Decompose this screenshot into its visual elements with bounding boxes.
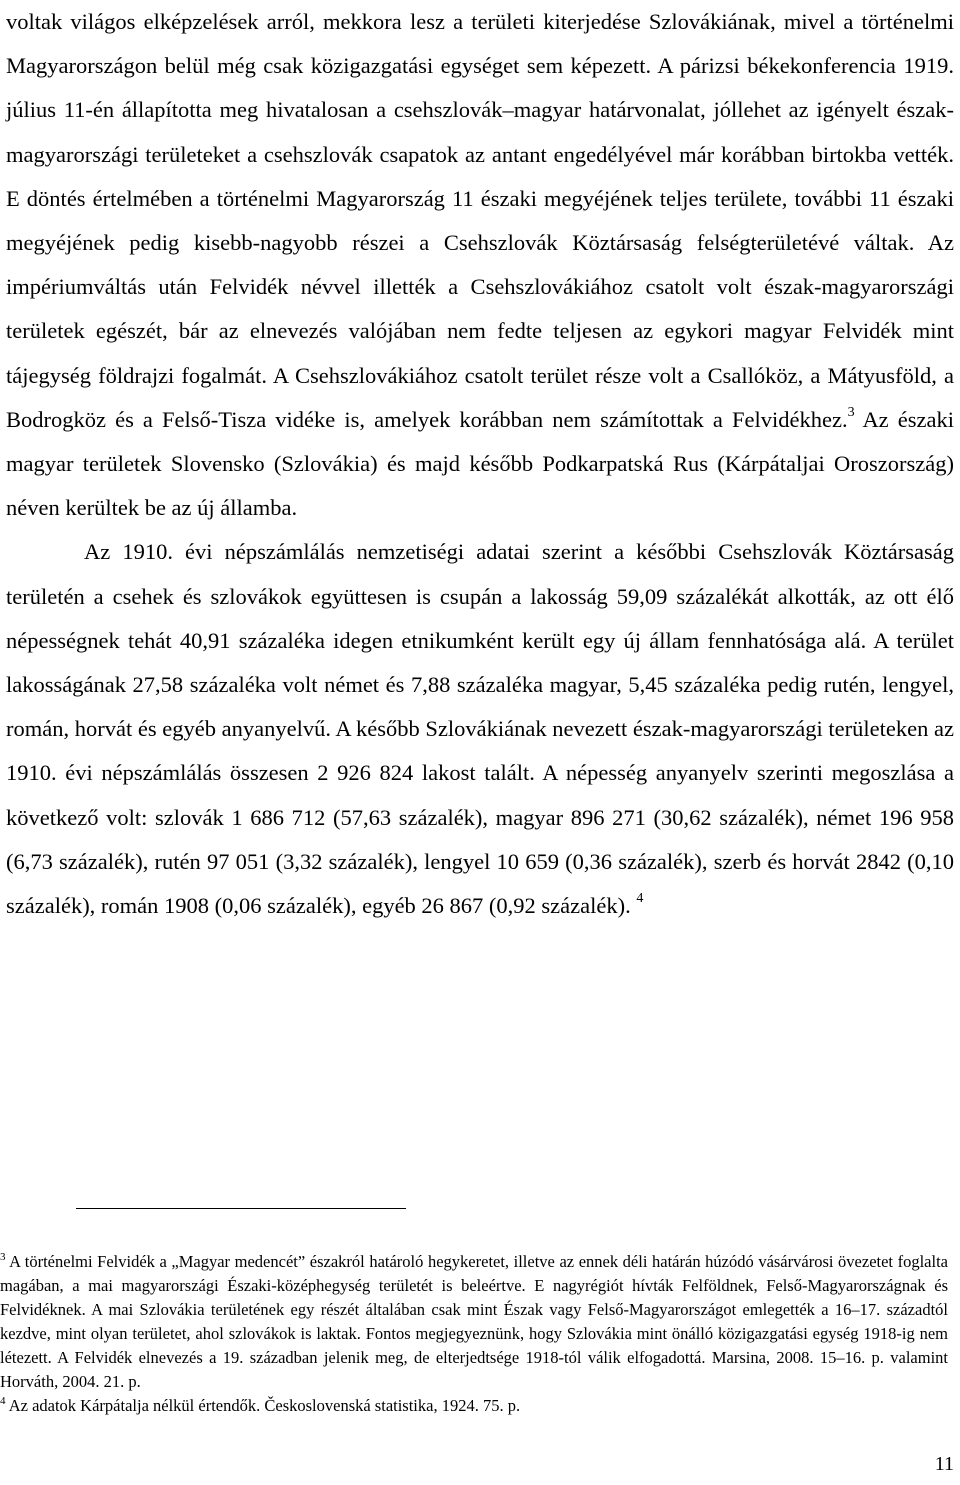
page-number: 11 (934, 1453, 954, 1475)
body-text (6, 0, 954, 928)
footnote-separator (76, 1208, 406, 1209)
paragraph-1-text-a: voltak világos elképzelések arról, mekkora lesz a területi kiterjedése Szlovákiának, mivel a történelmi Magyarországon belül még csak közigazgatási egységet sem képezett. A párizsi békekonferencia 1919. július 11-én állapította meg hivatalosan a csehszlovák–magyar határvonalat, jóllehet az igényelt észak-magyarországi területeket a csehszlovák csapatok az antant engedélyével már korábban birtokba vették. E döntés értelmében a történelmi Magyarország 11 északi megyéjének teljes területe, további 11 északi megyéjének pedig kisebb-nagyobb részei a Csehszlovák Köztársaság felségterületévé váltak. Az impériumváltás után Felvidék névvel illették a Csehszlovákiához csatolt volt észak-magyarországi területek egészét, bár az elnevezés valójában nem fedte teljesen az egykori magyar Felvidék mint tájegység földrajzi fogalmát. A Csehszlovákiához csatolt terület része volt a Csallóköz, a Mátyusföld, a Bodrogköz és a Felső-Tisza vidéke is, amelyek korábban nem számítottak a Felvidékhez. (6, 9, 954, 432)
footnote-4-marker: 4 (0, 1395, 6, 1407)
footnote-3-text: A történelmi Felvidék a „Magyar medencét” északról határoló hegykeretet, illetve az ennek déli határán húzódó vásárvárosi övezetet foglalta magában, a mai magyarországi Északi-középhegység területét is beleértve. E nagyrégiót hívták Felföldnek, Felső-Magyarországnak és Felvidéknek. A mai Szlovákia területének egy részét általában csak mint Észak vagy Felső-Magyarországot emlegették a 16–17. századtól kezdve, mint olyan területet, ahol szlovákok is laktak. Fontos megjegyeznünk, hogy Szlovákia mint önálló közigazgatási egység 1918-ig nem létezett. A Felvidék elnevezés a 19. században jelenik meg, de elterjedtsége 1918-tól válik elfogadottá. Marsina, 2008. 15–16. p. valamint Horváth, 2004. 21. p. (0, 1252, 948, 1391)
footnote-ref-4: 4 (636, 891, 644, 907)
paragraph-2-text: Az 1910. évi népszámlálás nemzetiségi adatai szerint a későbbi Csehszlovák Köztársaság területén a csehek és szlovákok együttesen is csupán a lakosság 59,09 százalékát alkották, az ott élő népességnek tehát 40,91 százaléka idegen etnikumként került egy új állam fennhatósága alá. A terület lakosságának 27,58 százaléka volt német és 7,88 százaléka magyar, 5,45 százaléka pedig rutén, lengyel, román, horvát és egyéb anyanyelvű. A később Szlovákiának nevezett észak-magyarországi területeken az 1910. évi népszámlálás összesen 2 926 824 lakost talált. A népesség anyanyelv szerinti megoszlása a következő volt: szlovák 1 686 712 (57,63 százalék), magyar 896 271 (30,62 százalék), német 196 958 (6,73 százalék), rutén 97 051 (3,32 százalék), lengyel 10 659 (0,36 százalék), szerb és horvát 2842 (0,10 százalék), román 1908 (0,06 százalék), egyéb 26 867 (0,92 százalék). (6, 539, 954, 919)
document-page (6, 0, 954, 928)
footnote-3 (0, 1250, 948, 1394)
paragraph-2 (6, 530, 954, 928)
paragraph-1-text-b: Az északi magyar területek Slovensko (Szlovákia) és majd később Podkarpatská Rus (Kárpátaljai Oroszország) néven kerültek be az új államba. (6, 406, 954, 521)
paragraph-1 (6, 0, 954, 530)
footnote-3-marker: 3 (0, 1251, 6, 1263)
footnote-4-text: Az adatok Kárpátalja nélkül értendők. Československá statistika, 1924. 75. p. (5, 1396, 521, 1415)
footnotes (0, 1250, 948, 1418)
footnote-4 (0, 1394, 948, 1418)
footnote-ref-3: 3 (847, 404, 855, 420)
